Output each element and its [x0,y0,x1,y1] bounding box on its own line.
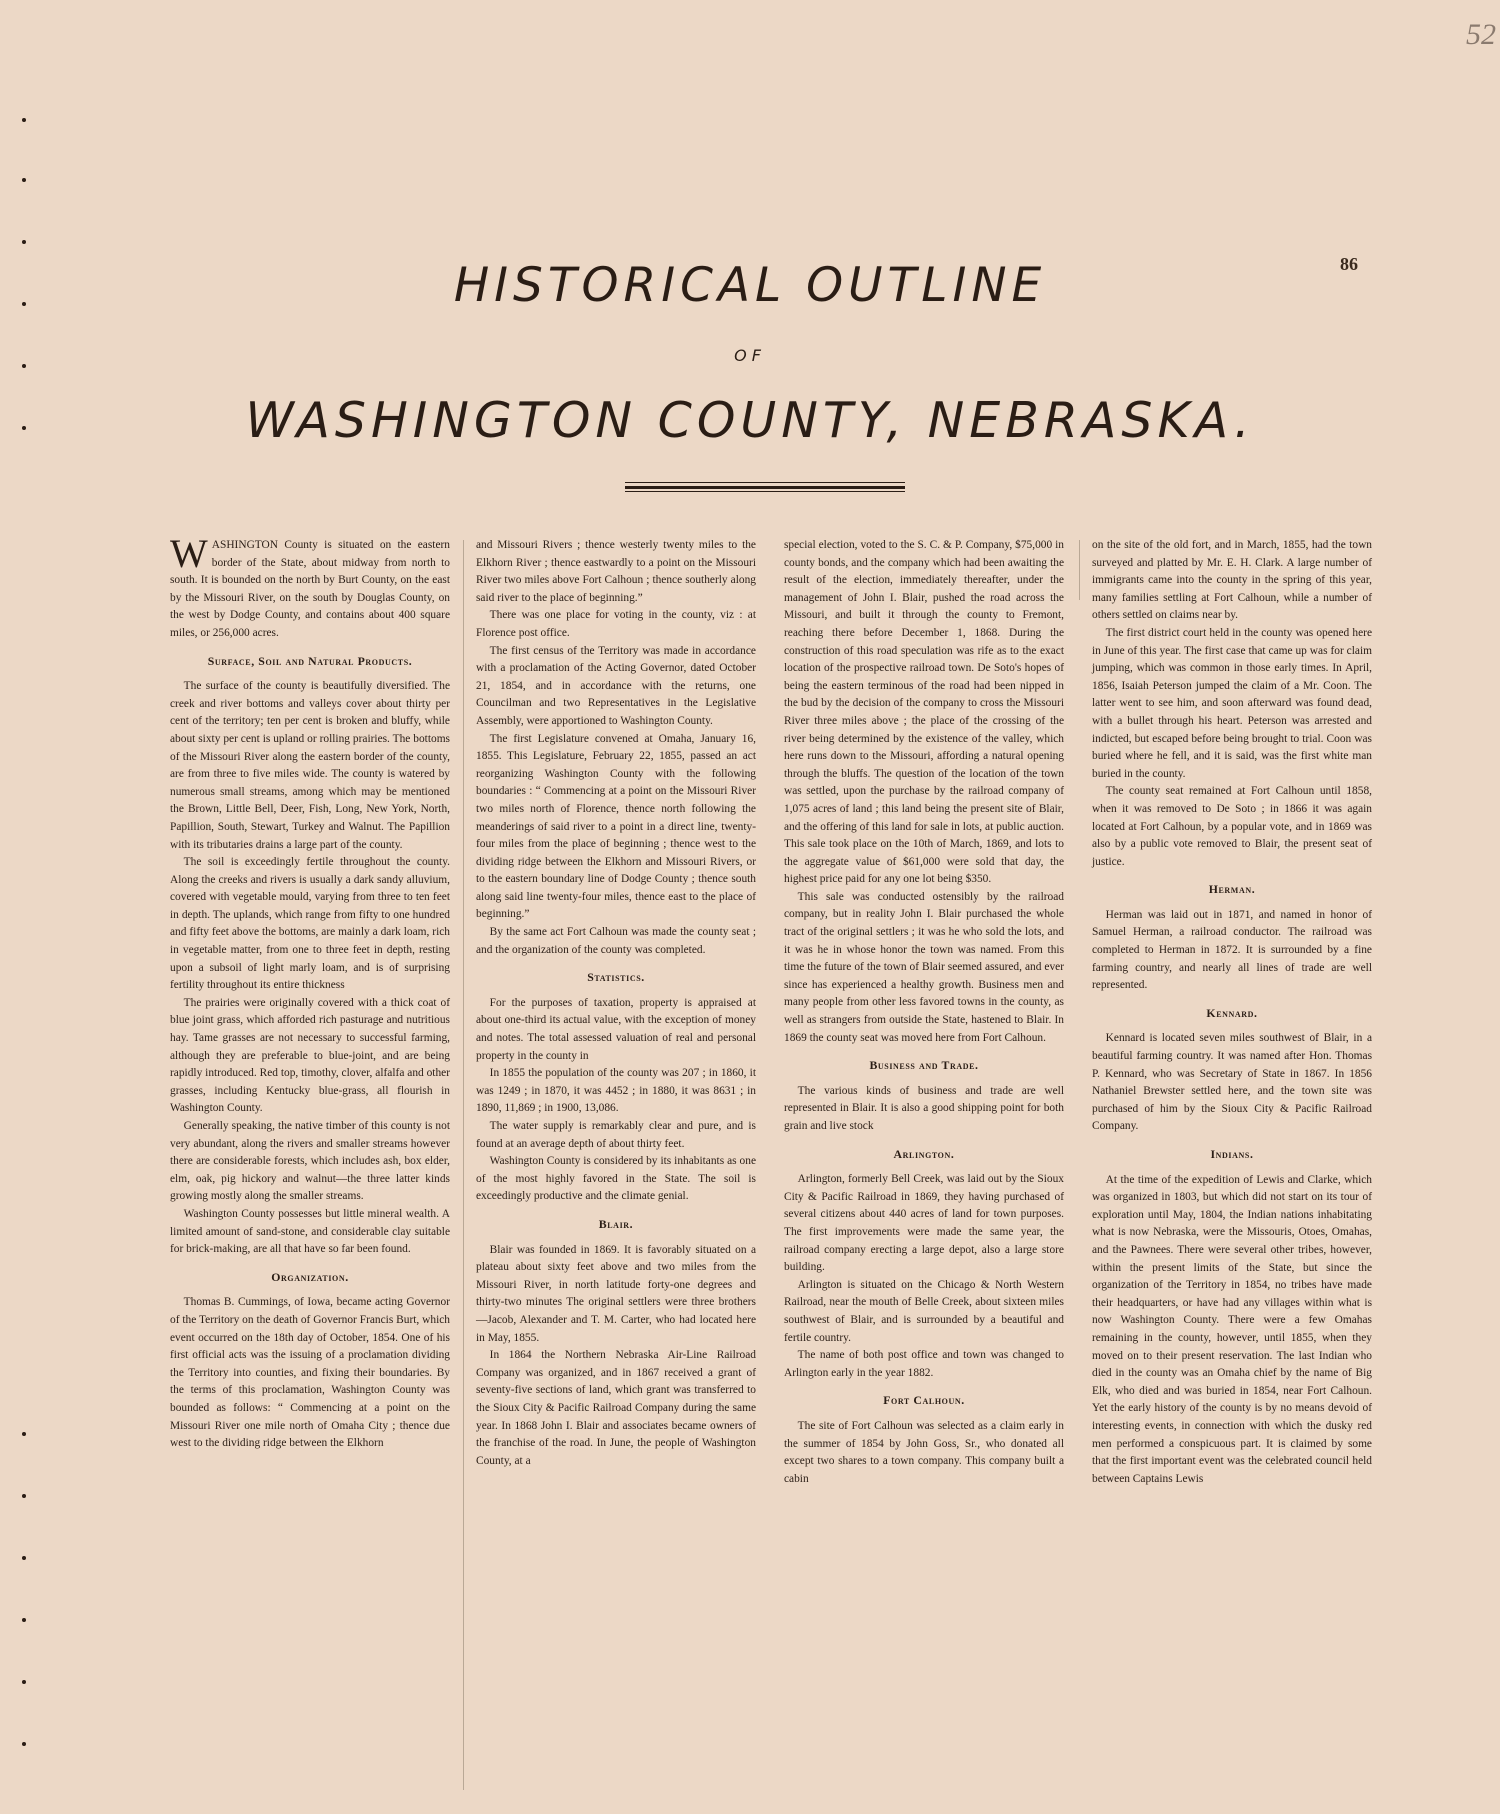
paragraph: Arlington is situated on the Chicago & North Western Railroad, near the mouth of Belle Creek, about sixteen miles southwest of Blair, and is surrounded by a beautiful and fertile country. [784,1278,1064,1344]
paragraph: Generally speaking, the native timber of this county is not very abundant, along the rivers and smaller streams however there are considerable forests, which includes ash, box elder, elm, oak, pig hickory and walnut—the three latter kinds growing mostly along the smaller streams. [170,1120,450,1203]
heading-organization: Organization. [271,1269,349,1284]
paragraph: The prairies were originally covered with a thick coat of blue joint grass, which afforded rich pasturage and nutritious hay. Tame grasses are not necessary to successful farming, although they are preferable to blue-joint, and are being rapidly introduced. Red top, timothy, clover, alfalfa and other grasses, including Kentucky blue-grass, all flourish in Washington County. [170,996,450,1115]
column-3 [784,537,1064,1488]
heading-surface: Surface, Soil and Natural Products. [207,653,413,668]
column-2 [476,537,756,1470]
paragraph: The county seat remained at Fort Calhoun until 1858, when it was removed to De Soto ; in 1866 it was again located at Fort Calhoun, by a popular vote, and in 1869 was also by a public vote removed to Blair, the present seat of justice. [1092,785,1372,868]
column-divider-3 [1079,540,1080,600]
page-mark: 52 [1466,18,1496,51]
paragraph: The first census of the Territory was made in accordance with a proclamation of the Acting Governor, dated October 21, 1854, and in accordance with the returns, one Councilman and two Representatives in the Legislative Assembly, were apportioned to Washington County. [476,644,756,727]
paragraph: The name of both post office and town was changed to Arlington early in the year 1882. [784,1349,1064,1379]
margin-dot [22,302,26,306]
paragraph: Arlington, formerly Bell Creek, was laid out by the Sioux City & Pacific Railroad in 1869, they having purchased of several citizens about 440 acres of land for town purposes. The first improvements were made the same year, the railroad company erecting a large depot, also a large store building. [784,1173,1064,1274]
paragraph: The first district court held in the county was opened here in June of this year. The first case that came up was for claim jumping, which was common in those early times. In April, 1856, Isaiah Peterson jumped the claim of a Mr. Coon. The latter went to see him, and soon afterward was found dead, with a bullet through his heart. Peterson was arrested and indicted, but escaped before being brought to trial. Coon was buried where he fell, and it is said, was the first white man buried in the county. [1092,626,1372,780]
heading-kennard: Kennard. [1206,1005,1258,1020]
heading-blair: Blair. [598,1216,634,1231]
heading-business-trade: Business and Trade. [869,1058,979,1073]
title-line3: WASHINGTON COUNTY, NEBRASKA. [245,392,1255,449]
paragraph: By the same act Fort Calhoun was made the county seat ; and the organization of the county was completed. [476,926,756,956]
paragraph: Thomas B. Cummings, of Iowa, became acting Governor of the Territory on the death of Governor Francis Burt, which event occurred on the 18th day of October, 1854. One of his first official acts was the issuing of a proclamation dividing the Territory into counties, and fixing their boundaries. By the terms of this proclamation, Washington County was bounded as follows: “ Commencing at a point on the Missouri River one mile north of Omaha City ; thence due west to the dividing ridge between the Elkhorn [170,1296,450,1450]
margin-dot [22,1432,26,1436]
drop-cap: W [170,531,208,576]
paragraph: on the site of the old fort, and in March, 1855, had the town surveyed and platted by Mr. E. H. Clark. A large number of immigrants came into the county in the spring of this year, many families settling at Fort Calhoun, while a number of others settled on claims near by. [1092,539,1372,622]
margin-dot [22,364,26,368]
paragraph: The site of Fort Calhoun was selected as a claim early in the summer of 1854 by John Goss, Sr., who donated all except two shares to a town company. This company built a cabin [784,1419,1064,1485]
paragraph: Blair was founded in 1869. It is favorably situated on a plateau about sixty feet above and two miles from the Missouri River, in north latitude forty-one degrees and thirty-two minutes The original settlers were three brothers—Jacob, Alexander and T. M. Carter, who had located here in May, 1855. [476,1243,756,1344]
margin-dot [22,426,26,430]
paragraph: special election, voted to the S. C. & P. Company, $75,000 in county bonds, and the company which had been awaiting the result of the election, immediately thereafter, under the management of John I. Blair, pushed the road across the Missouri, and built it through the county to Fremont, reaching there before December 1, 1868. During the construction of this road speculation was rife as to the exact location of the prospective railroad town. De Soto's hopes of being the eastern terminous of the road had been nipped in the bud by the decision of the company to cross the Missouri River three miles above ; the place of the crossing of the river being determined by the existence of the valley, which here runs down to the Missouri, affording a natural opening through the bluffs. The question of the location of the town was settled, upon the purchase by the railroad company of 1,075 acres of land ; this land being the present site of Blair, and the offering of this land for sale in lots, at public auction. This sale took place on the 10th of March, 1869, and lots to the aggregate value of $61,000 were sold that day, the highest price paid for any one lot being $350. [784,539,1064,886]
heading-arlington: Arlington. [893,1146,955,1161]
margin-dot [22,178,26,182]
margin-dot [22,1680,26,1684]
column-1 [170,531,450,1453]
margin-dot [22,1494,26,1498]
heading-fort-calhoun: Fort Calhoun. [883,1393,965,1408]
paragraph: and Missouri Rivers ; thence westerly twenty miles to the Elkhorn River ; thence eastwardly to a point on the Missouri River two miles above Fort Calhoun ; thence southerly along said river to the place of beginning.” [476,539,756,604]
heading-indians: Indians. [1210,1147,1254,1161]
page-number: 86 [1340,254,1358,274]
paragraph: Kennard is located seven miles southwest of Blair, in a beautiful farming country. It was named after Hon. Thomas P. Kennard, who was Secretary of State in 1867. In 1856 Nathaniel Brewster settled here, and the town site was purchased of him by the Sioux City & Pacific Railroad Company. [1092,1032,1372,1133]
paragraph: The surface of the county is beautifully diversified. The creek and river bottoms and valleys cover about thirty per cent of the territory; ten per cent is broken and bluffy, while about sixty per cent is upland or rolling prairies. The bottoms of the Missouri River along the eastern border of the county, are from three to five miles wide. The county is watered by numerous small streams, among which may be mentioned the Brown, Little Bell, Deer, Fish, Long, New York, North, Papillion, South, Stewart, Turkey and Walnut. The Papillion with its tributaries drains a large part of the county. [170,680,450,851]
column-4 [1092,537,1372,1488]
paragraph: The first Legislature convened at Omaha, January 16, 1855. This Legislature, February 22, 1855, passed an act reorganizing Washington County with the following boundaries : “ Commencing at a point on the Missouri River two miles north of Florence, thence north following the meanderings of said river to a point in a direct line, twenty-four miles from the place of beginning ; thence west to the dividing ridge between the Elkhorn and Missouri Rivers, or to the eastern boundary line of Dodge County ; thence south along said line twenty-four miles, thence east to the place of beginning.” [476,732,756,921]
paragraph: This sale was conducted ostensibly by the railroad company, but in reality John I. Blair purchased the whole tract of the original settlers ; it was he who sold the lots, and it was he in whose honor the town was named. From this time the future of the town of Blair seemed assured, and ever since has experienced a healthy growth. Business men and many people from other less favored towns in the county, as well as strangers from outside the State, hastened to Blair. In 1869 the county seat was moved here from Fort Calhoun. [784,890,1064,1044]
margin-dot [22,1618,26,1622]
margin-dot [22,240,26,244]
title-rule-bottom [625,491,905,492]
paragraph: The soil is exceedingly fertile throughout the county. Along the creeks and rivers is usually a dark sandy alluvium, covered with vegetable mould, varying from three to ten feet in depth. The uplands, which range from fifty to one hundred and fifty feet above the bottoms, are mainly a dark loam, rich in vegetable matter, from one to three feet in depth, resting upon a subsoil of light marly loam, and is of surprising fertility throughout its entire thickness [170,856,450,992]
paragraph: Washington County possesses but little mineral wealth. A limited amount of sand-stone, and considerable clay suitable for brick-making, are all that have so far been found. [170,1207,450,1256]
margin-dot [22,1556,26,1560]
paragraph: At the time of the expedition of Lewis and Clarke, which was organized in 1803, but which did not start on its tour of exploration until May, 1804, the Indian nations inhabitating what is now Nebraska, were the Missouris, Otoes, Omahas, and the Pawnees. There were several other tribes, however, within the present limits of the State, but since the organization of the Territory in 1854, no tribes have made their headquarters, or have had any villages within what is now Washington County. There were a few Omahas remaining in the county, however, until 1855, when they moved on to their present reservation. The last Indian who died in the county was an Omaha chief by the name of Big Elk, who died and was buried in 1854, near Fort Calhoun. Yet the early history of the county is by no means devoid of interesting events, in connection with which the dusky red men performed a conspicuous part. It is claimed by some that the first important event was the celebrated council held between Captains Lewis [1092,1173,1372,1485]
margin-dot [22,1742,26,1746]
heading-statistics: Statistics. [587,970,645,985]
title-line2: OF [734,346,766,365]
heading-herman: Herman. [1208,882,1256,897]
paragraph: Herman was laid out in 1871, and named in honor of Samuel Herman, a railroad conductor. The railroad was completed to Herman in 1872. It is surrounded by a fine farming country, and nearly all lines of trade are well represented. [1092,908,1372,992]
column-divider-1 [463,540,464,1790]
paragraph: For the purposes of taxation, property is appraised at about one-third its actual value, with the exception of money and notes. The total assessed valuation of real and personal property in the county in [476,996,756,1062]
intro-paragraph: WASHINGTON County is situated on the eastern border of the State, about midway from north to south. It is bounded on the north by Burt County, on the east by the Missouri River, on the south by Douglas County, on the west by Dodge County, and contains about 400 square miles, or 256,000 acres. [170,531,450,639]
title-rule-top [625,482,905,483]
paragraph: There was one place for voting in the county, viz : at Florence post office. [476,609,756,639]
paragraph: The water supply is remarkably clear and pure, and is found at an average depth of about thirty feet. [476,1120,756,1150]
title-rule-middle [625,486,905,489]
paragraph: The various kinds of business and trade are well represented in Blair. It is also a good shipping point for both grain and live stock [784,1084,1064,1132]
title-line1: HISTORICAL OUTLINE [453,258,1047,313]
paragraph: Washington County is considered by its inhabitants as one of the most highly favored in the State. The soil is exceedingly productive and the climate genial. [476,1155,756,1203]
paragraph: In 1864 the Northern Nebraska Air-Line Railroad Company was organized, and in 1867 received a grant of seventy-five sections of land, which grant was transferred to the Sioux City & Pacific Railroad Company during the same year. In 1868 John I. Blair and associates became owners of the franchise of the road. In June, the people of Washington County, at a [476,1349,756,1467]
paragraph: In 1855 the population of the county was 207 ; in 1860, it was 1249 ; in 1870, it was 4452 ; in 1880, it was 8631 ; in 1890, 11,869 ; in 1900, 13,086. [476,1067,756,1115]
margin-dot [22,118,26,122]
